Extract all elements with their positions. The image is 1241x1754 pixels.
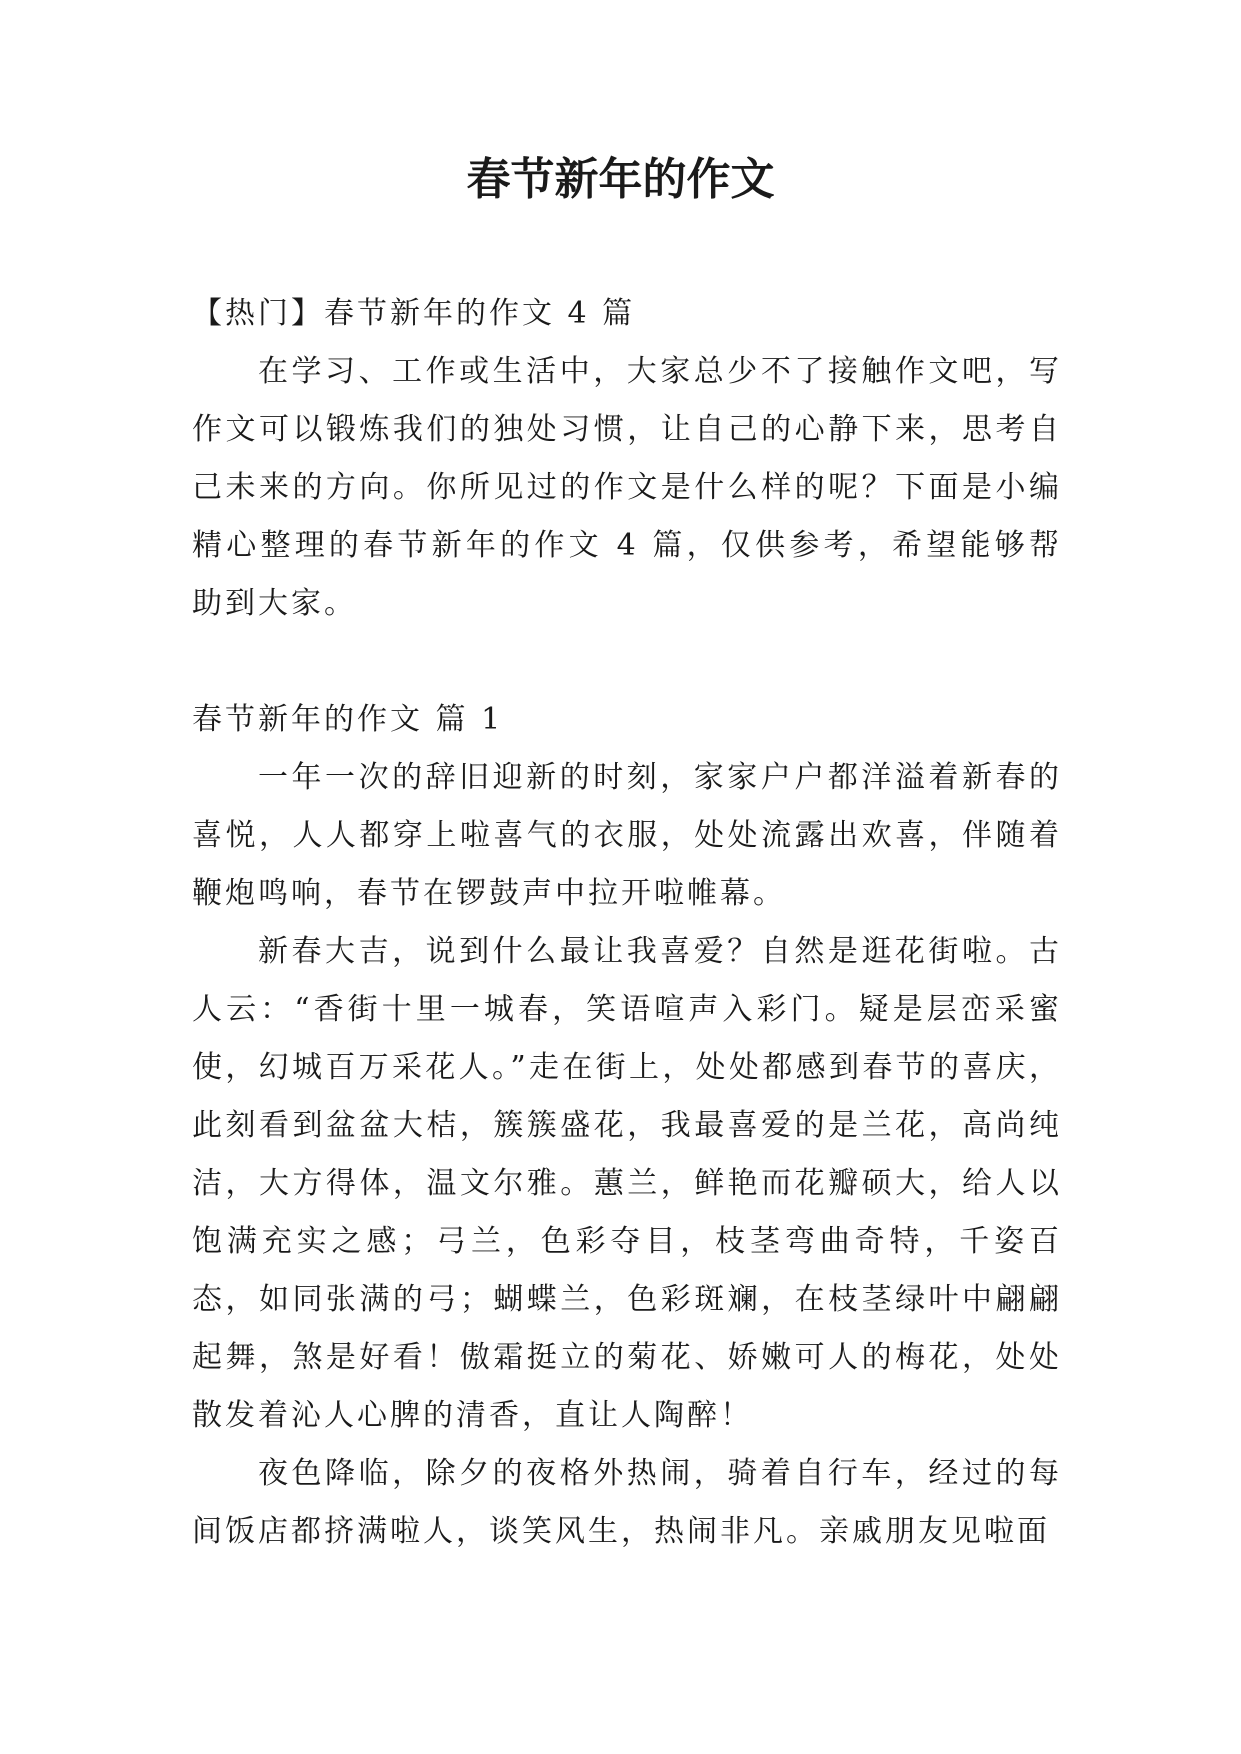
section-heading: 春节新年的作文 篇 1: [192, 702, 504, 737]
body-paragraph: 一年一次的辞旧迎新的时刻，家家户户都洋溢着新春的喜悦，人人都穿上啦喜气的衣服，处处流露出欢喜，伴随着鞭炮鸣响，春节在锣鼓声中拉开啦帷幕。: [192, 760, 1062, 911]
intro-paragraph: 在学习、工作或生活中，大家总少不了接触作文吧，写作文可以锻炼我们的独处习惯，让自己的心静下来，思考自己未来的方向。你所见过的作文是什么样的呢？下面是小编精心整理的春节新年的作文 4 篇，仅供参考，希望能够帮助到大家。: [192, 354, 1062, 621]
intro-heading: 【热门】春节新年的作文 4 篇: [192, 296, 636, 331]
body-paragraph: 夜色降临，除夕的夜格外热闹，骑着自行车，经过的每间饭店都挤满啦人，谈笑风生，热闹非凡。亲戚朋友见啦面: [192, 1456, 1062, 1549]
section-spacer: [192, 633, 1062, 691]
document-body: [192, 285, 1062, 1561]
document-title: 春节新年的作文: [466, 154, 775, 205]
body-paragraph: 新春大吉，说到什么最让我喜爱？自然是逛花街啦。古人云：“香街十里一城春，笑语喧声入彩门。疑是层峦采蜜使，幻城百万采花人。”走在街上，处处都感到春节的喜庆，此刻看到盆盆大桔，簇簇盛花，我最喜爱的是兰花，高尚纯洁，大方得体，温文尔雅。蕙兰，鲜艳而花瓣硕大，给人以饱满充实之感；弓兰，色彩夺目，枝茎弯曲奇特，千姿百态，如同张满的弓；蝴蝶兰，色彩斑斓，在枝茎绿叶中翩翩起舞，煞是好看！傲霜挺立的菊花、娇嫩可人的梅花，处处散发着沁人心脾的清香，直让人陶醉！: [192, 934, 1062, 1433]
